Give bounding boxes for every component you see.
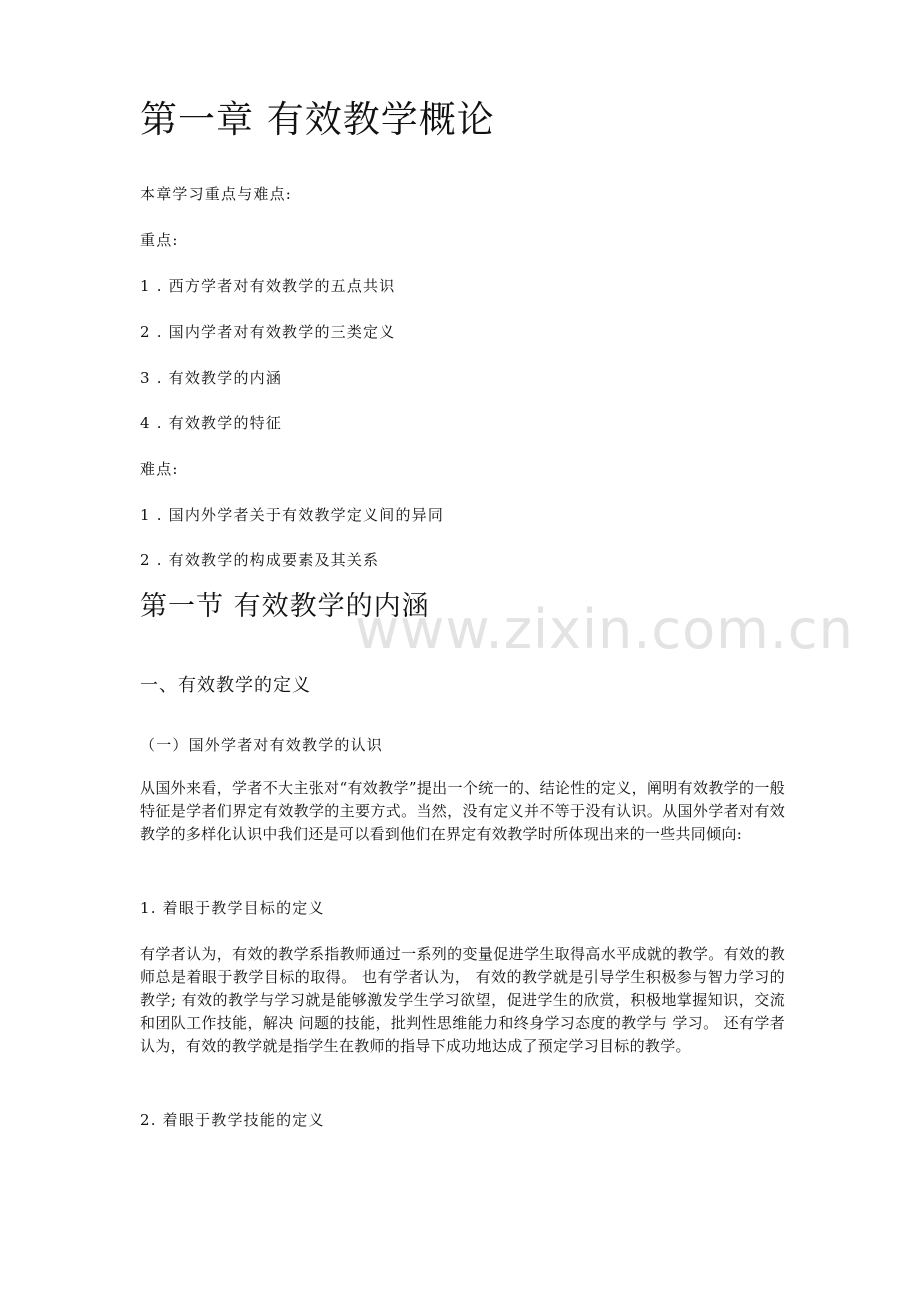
key-points-label: 重点: — [140, 231, 179, 249]
item-2-title: 2. 着眼于教学技能的定义 — [140, 1111, 325, 1129]
difficulty-1: 1 . 国内外学者关于有效教学定义间的异同 — [140, 506, 445, 524]
difficulty-2: 2 . 有效教学的构成要素及其关系 — [140, 551, 380, 569]
item-1-title: 1. 着眼于教学目标的定义 — [140, 899, 325, 917]
key-point-2: 2 . 国内学者对有效教学的三类定义 — [140, 323, 396, 341]
section-title: 第一节 有效教学的内涵 — [140, 591, 430, 622]
subsection-title: 一、有效教学的定义 — [140, 675, 311, 696]
key-points-intro: 本章学习重点与难点: — [140, 185, 293, 203]
difficulties-label: 难点: — [140, 460, 179, 478]
key-point-1: 1 . 西方学者对有效教学的五点共识 — [140, 277, 396, 295]
key-point-3: 3 . 有效教学的内涵 — [140, 369, 283, 387]
watermark: www.zixin.com.cn — [355, 598, 854, 661]
paragraph-1: 从国外来看，学者不大主张对“有效教学”提出一个统一的、结论性的定义，阐明有效教学的一般特征是学者们界定有效教学的主要方式。当然，没有定义并不等于没有认识。从国外学者对有效教学的多样化认识中我们还是可以看到他们在界定有效教学时所体现出来的一些共同倾向: — [140, 779, 785, 843]
sub-subsection-title: （一）国外学者对有效教学的认识 — [140, 736, 384, 754]
key-point-4: 4 . 有效教学的特征 — [140, 414, 283, 432]
paragraph-2: 有学者认为，有效的教学系指教师通过一系列的变量促进学生取得高水平成就的教学。有效的教师总是着眼于教学目标的取得。 也有学者认为， 有效的教学就是引导学生积极参与智力学习的教学; 有效的教学与学习就是能够激发学生学习欲望，促进学生的欣赏，积极地掌握知识，交流和团队工作技能，解决 问题的技能，批判性思维能力和终身学习态度的教学与 学习。 还有学者认为，有效的教学就是指学生在教师的指导下成功地达成了预定学习目标的教学。 — [140, 945, 785, 1055]
chapter-title: 第一章 有效教学概论 — [140, 98, 495, 141]
